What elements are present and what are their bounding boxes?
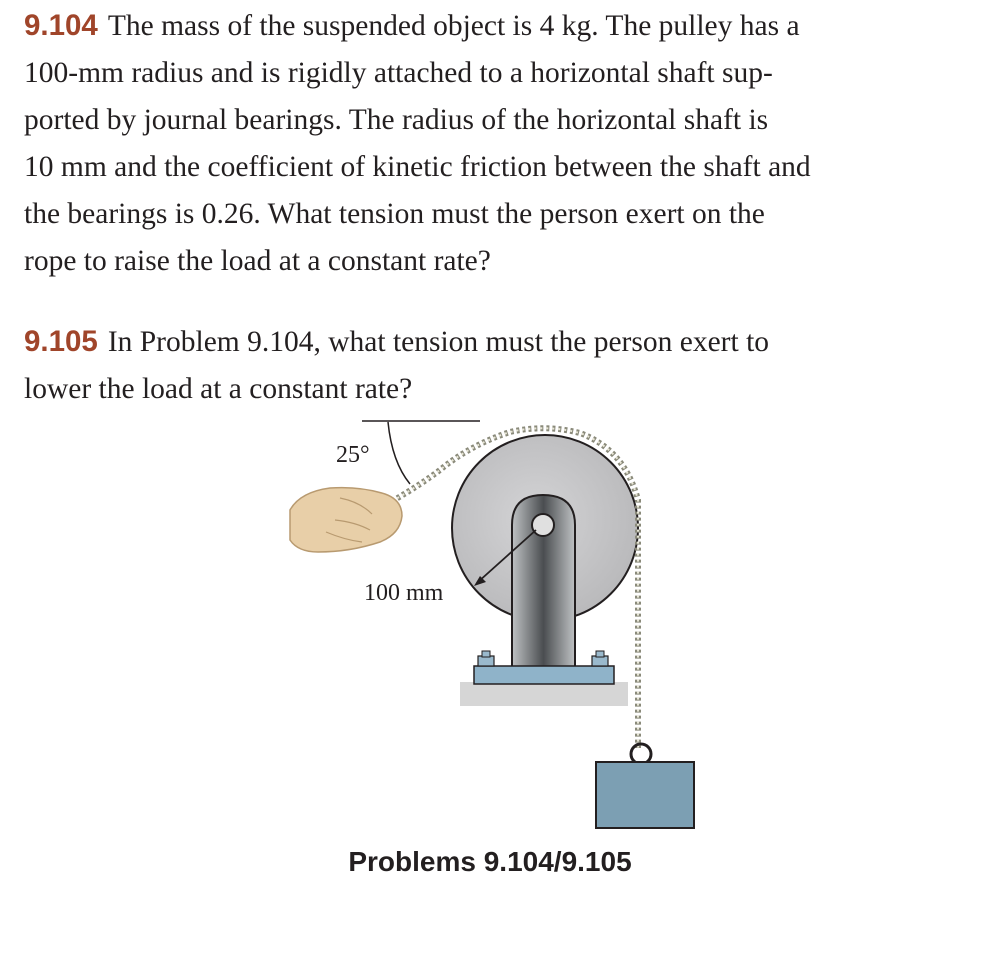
bolt-right: [592, 651, 608, 666]
radius-label: 100 mm: [364, 580, 444, 606]
problem-text-line: rope to raise the load at a constant rate?: [24, 245, 491, 277]
figure-caption: Problems 9.104/9.105: [348, 846, 632, 877]
problem-text-line: The mass of the suspended object is 4 kg. The pulley has a: [107, 10, 800, 42]
hand: [290, 488, 402, 552]
ground-slab: [460, 682, 628, 706]
problem-text-line: the bearings is 0.26. What tension must the person exert on the: [24, 198, 765, 230]
problem-number: 9.105: [24, 325, 98, 358]
angle-arc: [388, 422, 410, 484]
problem-text-line: In Problem 9.104, what tension must the person exert to: [107, 326, 770, 358]
problem-number: 9.104: [24, 9, 98, 42]
shaft: [532, 514, 554, 536]
angle-label: 25°: [336, 442, 370, 468]
problem-text-line: 100-mm radius and is rigidly attached to a horizontal shaft sup-: [24, 57, 773, 89]
suspended-mass: [596, 762, 694, 828]
problem-text-line: lower the load at a constant rate?: [24, 373, 413, 405]
problem-text-line: ported by journal bearings. The radius of the horizontal shaft is: [24, 104, 769, 136]
bolt-left: [478, 651, 494, 666]
base-plate: [474, 666, 614, 684]
problem-text-line: 10 mm and the coefficient of kinetic friction between the shaft and: [24, 151, 811, 183]
